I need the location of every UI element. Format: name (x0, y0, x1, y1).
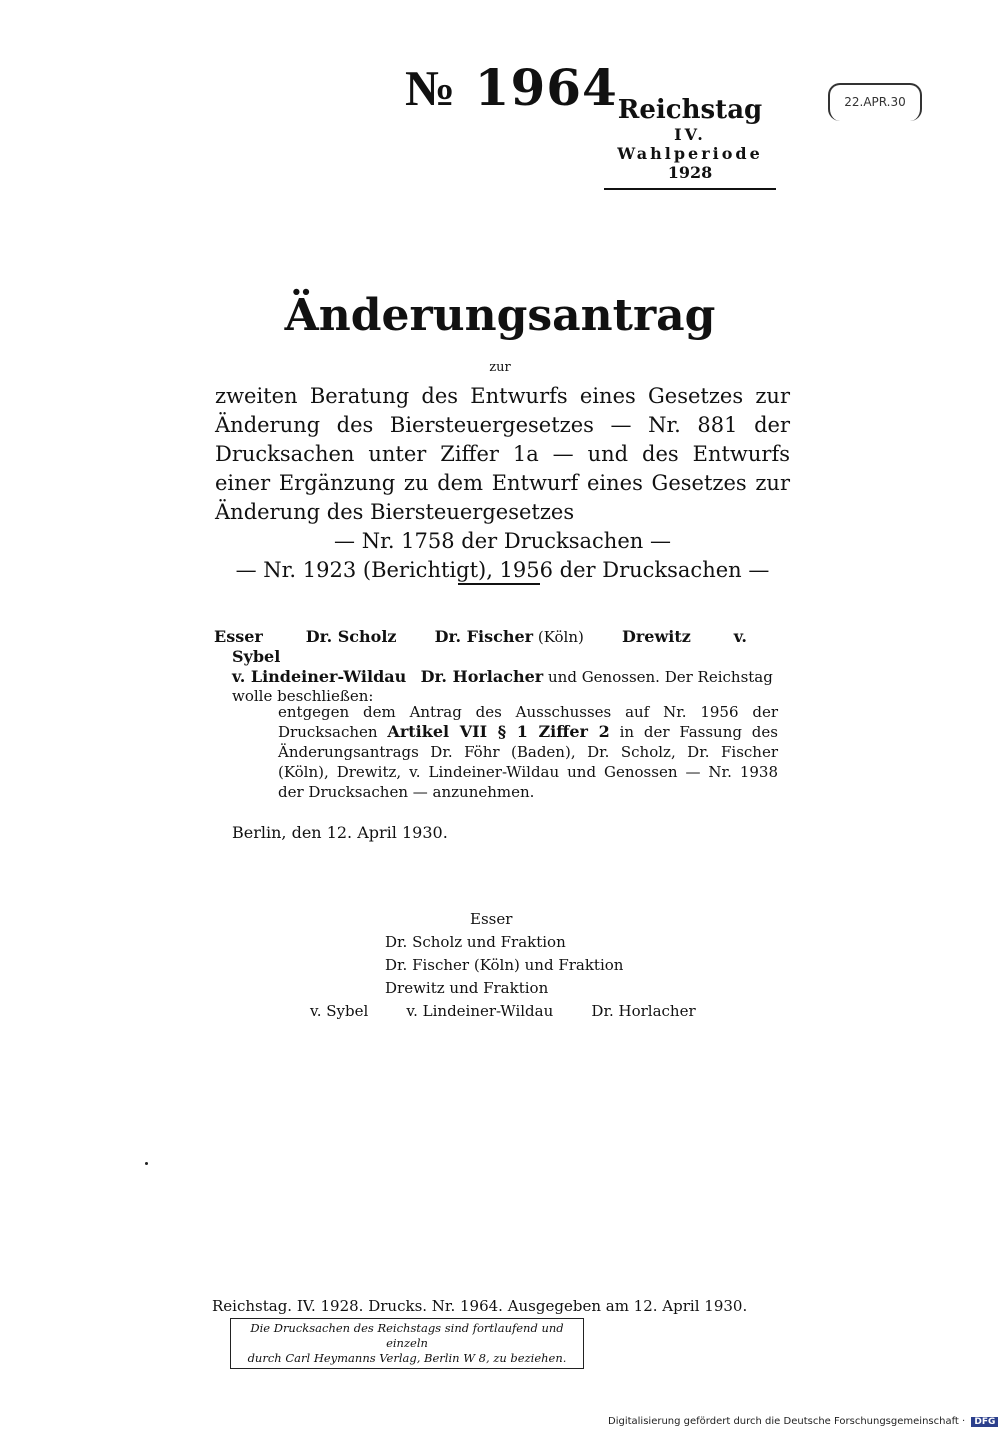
motion-name-1: Esser (214, 627, 263, 646)
signature-4: Drewitz und Fraktion (385, 979, 549, 997)
year-label: 1928 (667, 163, 713, 182)
receipt-stamp: 22.APR.30 (828, 83, 922, 121)
footer-notice-line-2: durch Carl Heymanns Verlag, Berlin W 8, zu beziehen. (247, 1351, 567, 1365)
divider (458, 583, 540, 585)
footer-notice-box (230, 1318, 584, 1369)
document-number (405, 58, 618, 117)
number-symbol: № (405, 60, 457, 116)
preposition: zur (489, 360, 511, 375)
credit-text: Digitalisierung gefördert durch die Deutsche Forschungsgemeinschaft · (608, 1416, 966, 1427)
resolution-paragraph (278, 702, 778, 802)
signature-3: Dr. Fischer (Köln) und Fraktion (385, 956, 624, 974)
header-rule (604, 188, 776, 190)
motion-name-5: v. Sybel (232, 627, 747, 666)
motion-name-4: Drewitz (622, 627, 691, 646)
signature-block (310, 908, 696, 1023)
motion-name-2: Dr. Scholz (305, 627, 397, 646)
signature-5c: Dr. Horlacher (591, 1002, 696, 1020)
place-date: Berlin, den 12. April 1930. (232, 823, 448, 842)
number-value: 1964 (474, 58, 618, 117)
reichstag-header (600, 95, 780, 190)
digitization-credit (608, 1416, 998, 1427)
motion-name-3-note: (Köln) (537, 628, 584, 646)
page-title: Änderungsantrag (284, 290, 716, 341)
motion-name-3: Dr. Fischer (434, 627, 534, 646)
signature-5 (310, 1000, 696, 1023)
subject-line-b: — Nr. 1923 (Berichtigt), 1956 der Drucksachen — (235, 558, 770, 582)
signature-2: Dr. Scholz und Fraktion (385, 933, 566, 951)
footer-imprint: Reichstag. IV. 1928. Drucks. Nr. 1964. Ausgegeben am 12. April 1930. (212, 1297, 748, 1315)
stray-mark (145, 1162, 148, 1165)
reichstag-label: Reichstag (617, 95, 763, 125)
resolution-pre: entgegen dem Antrag des Ausschusses auf Nr. 1956 der Drucksachen (278, 703, 778, 741)
subject-main: zweiten Beratung des Entwurfs eines Gesetzes zur Änderung des Biersteuergesetzes — Nr. 881 der Drucksachen unter Ziffer 1a — und des Entwurfs einer Ergänzung zu dem Entwurf eines Gesetzes zur Änderung des Biersteuergesetzes (215, 384, 790, 524)
motion-name-6: v. Lindeiner-Wildau (232, 667, 407, 686)
motion-name-7: Dr. Horlacher (420, 667, 544, 686)
motion-rest: und Genossen. Der Reichstag wolle beschließen: (232, 668, 773, 705)
resolution-article: Artikel VII § 1 Ziffer 2 (387, 722, 610, 741)
motion-paragraph (214, 627, 777, 706)
signature-5a: v. Sybel (310, 1002, 369, 1020)
resolution-post: in der Fassung des Änderungsantrags Dr. Föhr (Baden), Dr. Scholz, Dr. Fischer (Köln), Drewitz, v. Lindeiner-Wildau und Genossen — Nr. 1938 der Drucksachen — anzunehmen. (278, 723, 778, 801)
footer-notice-line-1: Die Drucksachen des Reichstags sind fortlaufend und einzeln (250, 1321, 564, 1350)
subject-text (215, 382, 790, 585)
subject-line-a: — Nr. 1758 der Drucksachen — (334, 529, 671, 553)
signature-5b: v. Lindeiner-Wildau (406, 1002, 554, 1020)
dfg-logo: DFG (971, 1417, 998, 1427)
period-label: IV. Wahlperiode (617, 125, 763, 163)
signature-1: Esser (470, 910, 513, 928)
